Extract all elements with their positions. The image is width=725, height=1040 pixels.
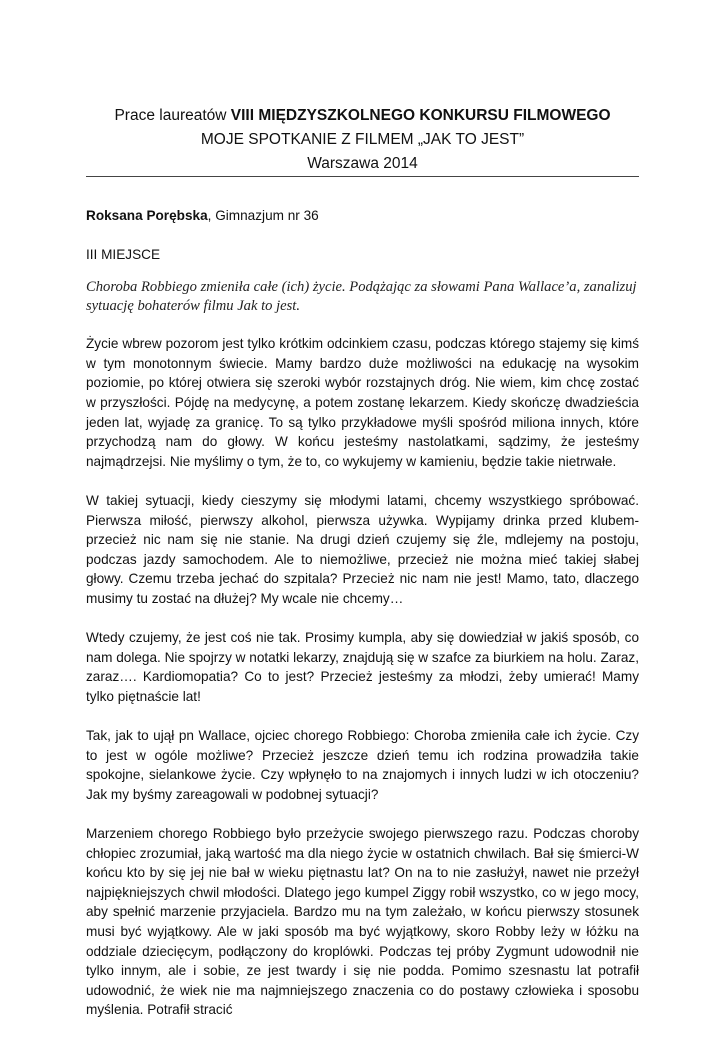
award-place: III MIEJSCE (86, 246, 161, 262)
header-divider (86, 176, 639, 177)
header-line-1 (86, 104, 639, 128)
header-prefix: Prace laureatów (114, 107, 231, 124)
author-name: Roksana Porębska (86, 208, 208, 223)
paragraph: W takiej sytuacji, kiedy cieszymy się młodymi latami, chcemy wszystkiego spróbować. Pierwsza miłość, pierwszy alkohol, pierwsza używka. Wypijamy drinka przed klubem- przecież nic nam się nie stanie. Na drugi dzień czujemy się źle, mdlejemy na postoju, podczas jazdy samochodem. Ale to niemożliwe, przecież nie można mieć takiej słabej głowy. Czemu trzeba jechać do szpitala? Przecież nic nam nie jest! Mamo, tato, dlaczego musimy tu zostać na dłużej? My wcale nie chcemy… (86, 492, 639, 606)
document-header (86, 104, 639, 176)
contest-name: VIII MIĘDZYSZKOLNEGO KONKURSU FILMOWEGO (230, 107, 611, 124)
paragraph: Marzeniem chorego Robbiego było przeżycie swojego pierwszego razu. Podczas choroby chłopiec zrozumiał, jaką wartość ma dla niego życie w ostatnich chwilach. Bał się śmierci-W końcu kto by się jej nie bał w wieku piętnastu lat? On na to nie zasłużył, nawet nie przeżył najpiękniejszych chwil młodości. Dlatego jego kumpel Ziggy robił wszystko, co w jego mocy, aby spełnić marzenie przyjaciela. Bardzo mu na tym zależało, w końcu pierwszy stosunek musi być wyjątkowy. Ale w jaki sposób ma być wyjątkowy, skoro Robby leży w łóżku na oddziale dziecięcym, podłączony do kroplówki. Podczas tej próby Zygmunt udowodnił nie tylko innym, ale i sobie, ze jest twardy i się nie podda. Pomimo szesnastu lat potrafił udowodnić, że wiek nie ma najmniejszego znaczenia co do postawy człowieka i sposobu myślenia. Potrafił stracić (86, 826, 639, 1018)
author-school: , Gimnazjum nr 36 (207, 208, 319, 223)
header-line-3: Warszawa 2014 (307, 155, 418, 172)
paragraph: Tak, jak to ujął pn Wallace, ojciec chorego Robbiego: Choroba zmieniła całe ich życie. Czy to jest w ogóle możliwe? Przecież jeszcze dzień temu ich rodzina prowadziła takie spokojne, sielankowe życie. Czy wpłynęło to na znajomych i innych ludzi w ich otoczeniu? Jak my byśmy zareagowali w podobnej sytuacji? (86, 728, 639, 802)
essay-topic: Choroba Robbiego zmieniła całe (ich) życie. Podążając za słowami Pana Wallace’a, zanalizuj sytuację bohaterów filmu Jak to jest. (86, 279, 637, 315)
header-line-2: MOJE SPOTKANIE Z FILMEM „JAK TO JEST” (200, 131, 525, 148)
paragraph: Życie wbrew pozorom jest tylko krótkim odcinkiem czasu, podczas którego stajemy się kimś w tym monotonnym świecie. Mamy bardzo duże możliwości na edukację na wysokim poziomie, po której otwiera się szeroki wybór rozstajnych dróg. Nie wiem, kim chcę zostać w przyszłości. Pójdę na medycynę, a potem zostanę lekarzem. Kiedy skończę dwadzieścia jeden lat, wyjadę za granicę. To są tylko przykładowe myśli spośród miliona innych, które przychodzą nam do głowy. W końcu jesteśmy nastolatkami, sądzimy, że jesteśmy najmądrzejsi. Nie myślimy o tym, że to, co wykujemy w kamieniu, będzie takie nietrwałe. (86, 336, 639, 469)
paragraph: Wtedy czujemy, że jest coś nie tak. Prosimy kumpla, aby się dowiedział w jakiś sposób, co nam dolega. Nie spojrzy w notatki lekarzy, znajdują się w szafce za biurkiem na holu. Zaraz, zaraz…. Kardiomopatia? Co to jest? Przecież jesteśmy za młodzi, żeby umierać! Mamy tylko piętnaście lat! (86, 630, 639, 704)
author-line (86, 206, 639, 226)
document-body (86, 206, 639, 1040)
